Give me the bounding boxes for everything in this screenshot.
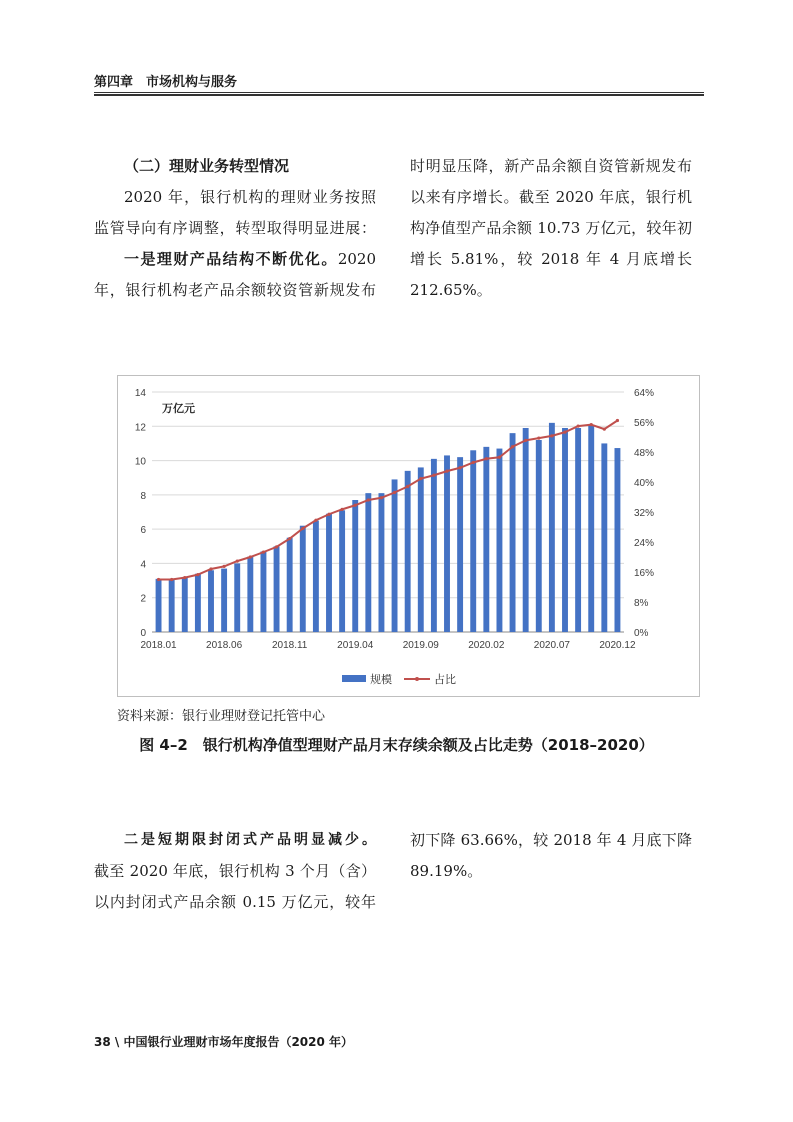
y-left-tick-label: 10 (134, 456, 146, 468)
chart-container (117, 375, 700, 697)
x-tick-label: 2018.11 (271, 640, 308, 651)
bold-lead: 一是理财产品结构不断优化。 (124, 250, 338, 268)
bar-mark (601, 443, 607, 632)
line-point (314, 519, 317, 522)
bar-mark (405, 471, 411, 632)
line-point (603, 428, 606, 431)
x-tick-label: 2020.02 (468, 640, 505, 651)
bar-mark (195, 574, 201, 632)
y-right-tick-label: 16% (634, 568, 655, 579)
chapter-header: 第四章 市场机构与服务 (94, 75, 238, 90)
bar-mark (523, 428, 529, 632)
y-left-tick-label: 2 (140, 593, 146, 605)
line-point (249, 555, 252, 558)
paragraph-line: 时明显压降，新产品余额自资管新规发布 (410, 157, 692, 175)
bar-mark (444, 455, 450, 632)
line-point (550, 434, 553, 437)
paragraph-line: 截至 2020 年底，银行机构 3 个月（含） (94, 862, 376, 880)
line-point (590, 423, 593, 426)
y-left-tick-label: 4 (140, 559, 146, 571)
y-right-tick-label: 0% (634, 628, 649, 639)
bar-mark (614, 448, 620, 632)
section2-left-column (94, 825, 376, 918)
bar-mark (392, 479, 398, 632)
x-tick-label: 2020.07 (533, 640, 570, 651)
line-point (275, 545, 278, 548)
bar-mark (588, 425, 594, 632)
legend-label-share: 占比 (434, 674, 456, 686)
header-rule-thick (94, 94, 704, 96)
bar-mark (483, 447, 489, 632)
bar-mark (274, 546, 280, 632)
line-point (157, 578, 160, 581)
section-heading: （二）理财业务转型情况 (124, 157, 290, 175)
paragraph-line-lead (94, 244, 376, 275)
line-point (380, 496, 383, 499)
bar-mark (169, 579, 175, 632)
section2-right-column (410, 825, 692, 887)
bar-mark (431, 459, 437, 632)
line-point (236, 560, 239, 563)
line-point (327, 513, 330, 516)
x-tick-label: 2019.04 (337, 640, 374, 651)
bar-mark (208, 570, 214, 632)
line-point (432, 474, 435, 477)
bar-mark (562, 428, 568, 632)
line-point (498, 456, 501, 459)
y-right-tick-label: 40% (634, 478, 655, 489)
line-point (563, 431, 566, 434)
paragraph-line: 以来有序增长。截至 2020 年底，银行机 (410, 188, 692, 206)
y-left-tick-label: 8 (140, 490, 146, 502)
line-point (196, 573, 199, 576)
bar-mark (313, 521, 319, 632)
header-rule (94, 92, 704, 93)
bar-mark (549, 423, 555, 632)
y-right-tick-label: 24% (634, 538, 655, 549)
bar-mark (470, 450, 476, 632)
line-point (445, 470, 448, 473)
bar-mark (287, 538, 293, 632)
bar-mark (234, 563, 240, 632)
bar-mark (510, 433, 516, 632)
line-series-path (159, 421, 618, 580)
bar-mark (156, 579, 162, 632)
paragraph-line: 212.65%。 (410, 281, 492, 299)
line-point (616, 419, 619, 422)
line-point (472, 461, 475, 464)
bar-mark (352, 500, 358, 632)
paragraph-line: 2020 年，银行机构的理财业务按照 (124, 188, 376, 206)
bar-mark (247, 557, 253, 632)
y-left-tick-label: 6 (140, 525, 146, 537)
x-tick-label: 2020.12 (599, 640, 636, 651)
line-point (406, 485, 409, 488)
line-point (223, 565, 226, 568)
bar-mark (418, 467, 424, 632)
bar-mark (300, 526, 306, 632)
bar-mark (365, 493, 371, 632)
unit-label: 万亿元 (162, 403, 195, 415)
bar-mark (260, 551, 266, 632)
line-point (537, 437, 540, 440)
line-point (354, 504, 357, 507)
line-point (393, 491, 396, 494)
bar-mark (536, 440, 542, 632)
line-point (419, 477, 422, 480)
line-point (288, 537, 291, 540)
bar-mark (221, 569, 227, 632)
paragraph-line: 年，银行机构老产品余额较资管新规发布 (94, 281, 376, 299)
bar-mark (457, 457, 463, 632)
y-right-tick-label: 48% (634, 448, 655, 459)
paragraph-line: 89.19%。 (410, 862, 483, 880)
line-point (459, 466, 462, 469)
bar-mark (575, 428, 581, 632)
legend-line-marker (415, 677, 419, 681)
figure-caption: 图 4–2 银行机构净值型理财产品月末存续余额及占比走势（2018–2020） (139, 736, 654, 754)
bar-mark (326, 514, 332, 632)
bar-mark (378, 493, 384, 632)
legend-bar-swatch (342, 675, 366, 682)
section2-lead: 二是短期限封闭式产品明显减少。 (124, 832, 376, 848)
line-point (367, 498, 370, 501)
line-point (577, 425, 580, 428)
line-point (170, 578, 173, 581)
line-point (262, 551, 265, 554)
line-point (341, 508, 344, 511)
y-right-tick-label: 32% (634, 508, 655, 519)
section1-right-column (410, 151, 692, 306)
line-point (183, 576, 186, 579)
page-footer: 38 \ 中国银行业理财市场年度报告（2020 年） (94, 1035, 354, 1049)
y-left-tick-label: 0 (140, 628, 146, 639)
bar-mark (339, 510, 345, 632)
y-left-tick-label: 14 (134, 388, 146, 399)
section1-left-column (94, 151, 376, 306)
y-right-tick-label: 8% (634, 598, 649, 609)
x-tick-label: 2018.06 (206, 640, 243, 651)
paragraph-line: 以内封闭式产品余额 0.15 万亿元，较年 (94, 893, 376, 911)
line-point (485, 457, 488, 460)
paragraph-line: 初下降 63.66%，较 2018 年 4 月底下降 (410, 831, 692, 849)
line-point (209, 567, 212, 570)
y-right-tick-label: 64% (634, 388, 655, 399)
line-point (524, 439, 527, 442)
line-point (301, 527, 304, 530)
line-point (511, 445, 514, 448)
bar-mark (496, 449, 502, 632)
y-right-tick-label: 56% (634, 418, 655, 429)
x-tick-label: 2019.09 (402, 640, 439, 651)
lead-tail: 2020 (337, 250, 376, 268)
bar-mark (182, 577, 188, 632)
paragraph-line: 增长 5.81%，较 2018 年 4 月底增长 (410, 250, 692, 268)
y-left-tick-label: 12 (134, 422, 146, 434)
legend-label-scale: 规模 (370, 674, 392, 686)
paragraph-line: 监管导向有序调整，转型取得明显进展： (94, 219, 376, 237)
source-note: 资料来源：银行业理财登记托管中心 (117, 709, 326, 724)
combo-chart (118, 376, 699, 696)
paragraph-line: 构净值型产品余额 10.73 万亿元，较年初 (410, 219, 692, 237)
x-tick-label: 2018.01 (140, 640, 177, 651)
